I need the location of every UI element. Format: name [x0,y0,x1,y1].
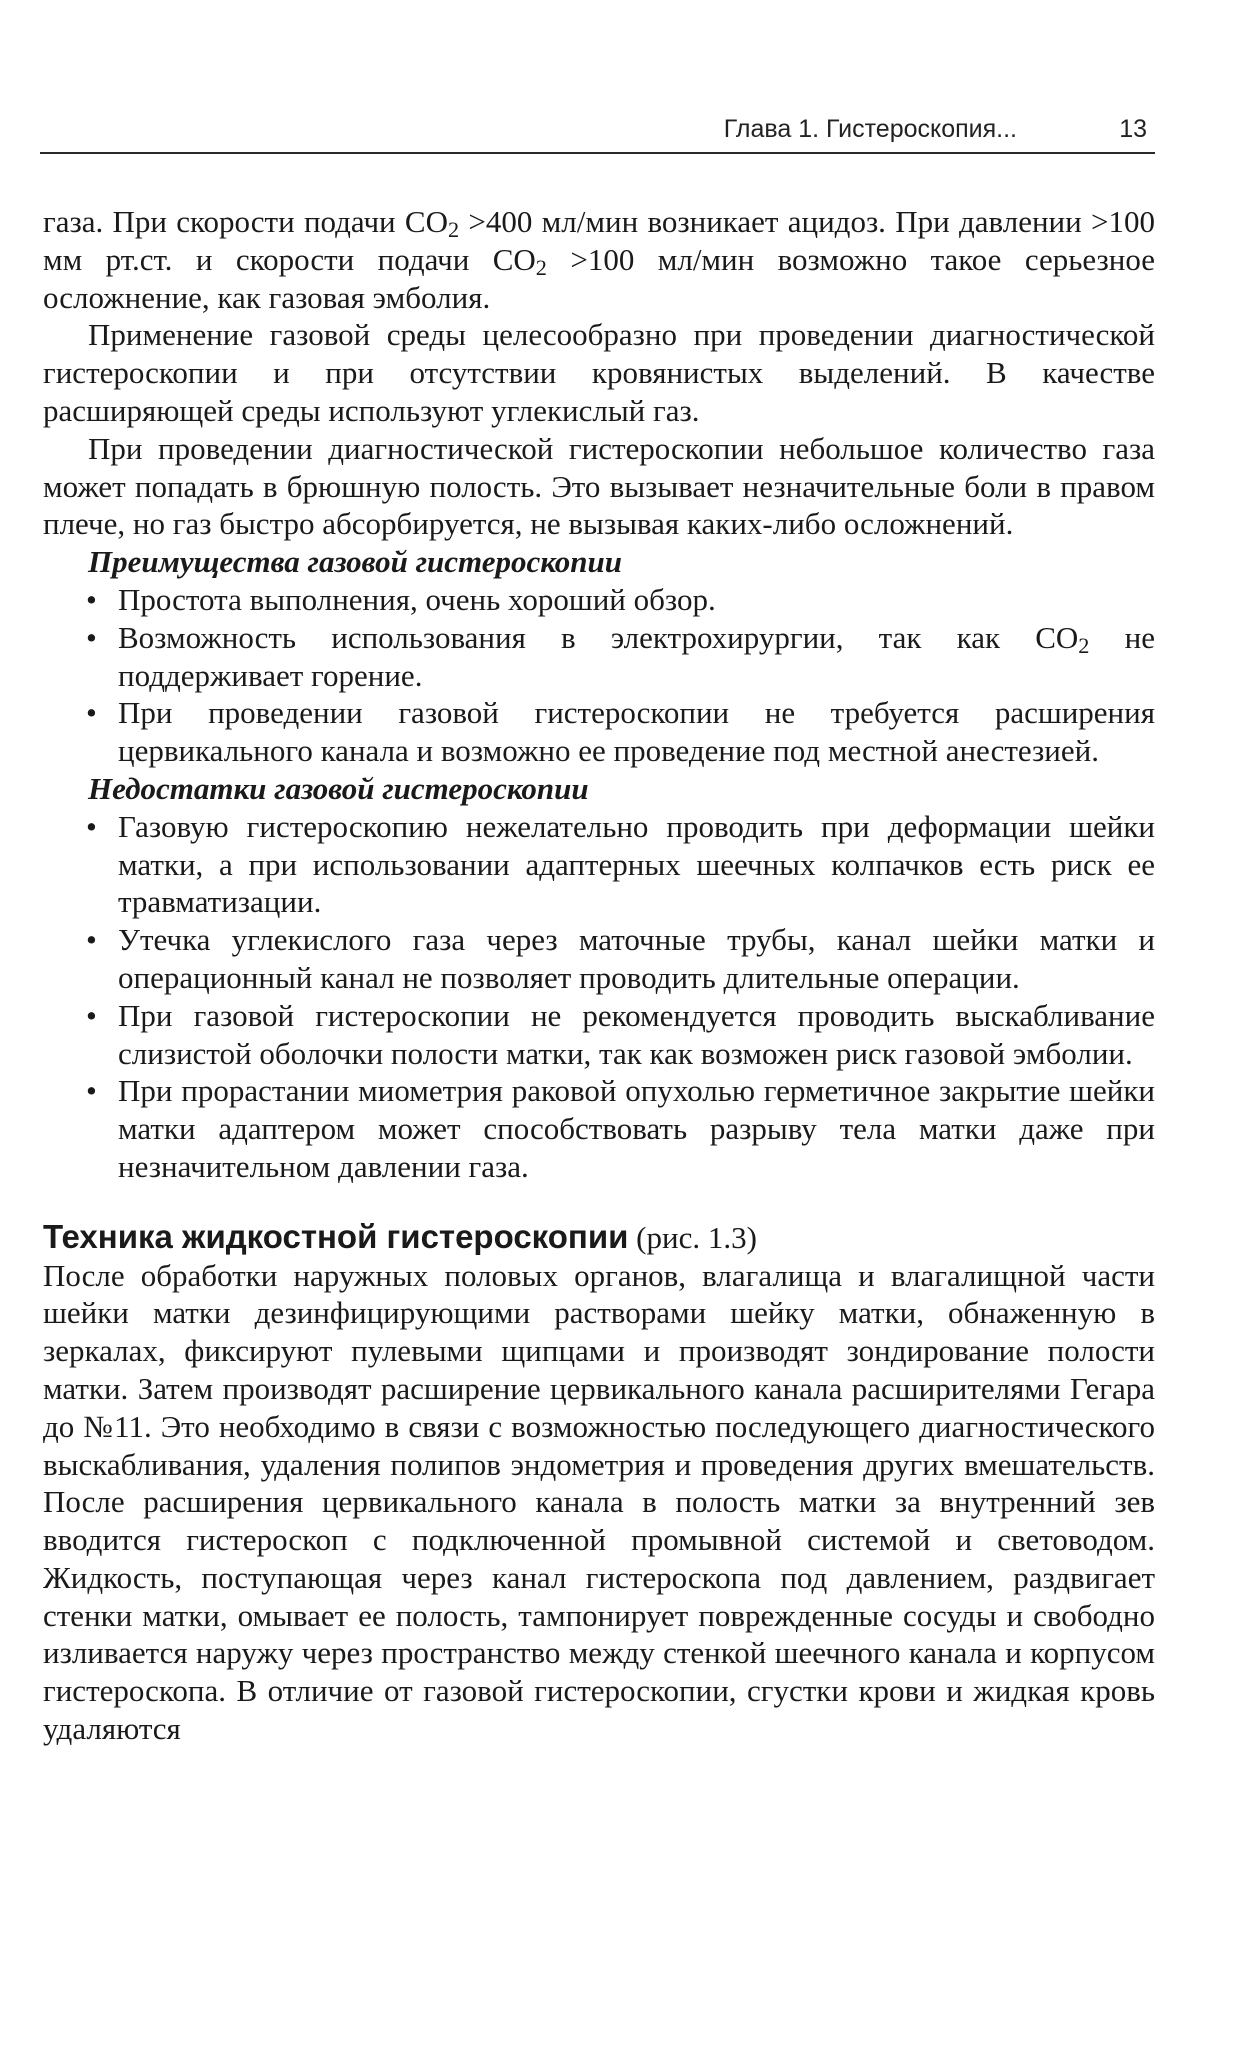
advantages-list [43,581,1155,770]
list-item: • При проведении газовой гистероскопии не требуется расширения цервикального канала и возможно ее проведение под местной анестезией. [86,695,1155,769]
list-item: • При газовой гистероскопии не рекомендуется проводить выскабливание слизистой оболочки полости матки, так как возможен риск газовой эмболии. [86,997,1155,1071]
advantages-heading: Преимущества газовой гистероскопии [88,544,623,580]
paragraph-abdominal-gas: При проведении диагностической гистероскопии небольшое количество газа может попадать в брюшную полость. Это вызывает незначительные боли в правом плече, но газ быстро абсорбируется, не вызывая каких-либо осложнений. [43,430,1155,542]
bullet-icon: • [86,1073,97,1109]
page-number: 13 [1119,115,1147,143]
list-item: • Возможность использования в электрохирургии, так как $CO_2$ не поддерживает горение. [86,619,1155,693]
running-header [40,108,1155,154]
disadvantages-list [43,808,1155,1186]
bullet-icon: • [86,808,97,844]
page-body [43,203,1155,1748]
bullet-icon: • [86,619,97,655]
paragraph-fluid-technique: После обработки наружных половых органов, влагалища и влагалищной части шейки матки дезинфицирующими растворами шейку матки, обнаженную в зеркалах, фиксируют пулевыми щипцами и производят зондирование полости матки. Затем производят расширение цервикального канала расширителями Гегара до №11. Это необходимо в связи с возможностью последующего диагностического выскабливания, удаления полипов эндометрия и проведения других вмешательств. После расширения цервикального канала в полость матки за внутренний зев вводится гистероскоп с подключенной промывной системой и световодом. Жидкость, поступающая через канал гистероскопа под давлением, раздвигает стенки матки, омывает ее полость, тампонирует поврежденные сосуды и свободно изливается наружу через пространство между стенкой шеечного канала и корпусом гистероскопа. В отличие от газовой гистероскопии, сгустки крови и жидкая кровь удаляются [43,1257,1155,1747]
section-title [43,1218,1155,1257]
bullet-icon: • [86,997,97,1033]
list-item: • Простота выполнения, очень хороший обзор. [86,581,716,617]
list-item: • Утечка углекислого газа через маточные трубы, канал шейки матки и операционный канал не позволяет проводить длительные операции. [86,922,1155,995]
section-heading: Техника жидкостной гистероскопии [43,1217,629,1255]
disadvantages-heading: Недостатки газовой гистероскопии [88,770,589,806]
paragraph-gas-medium: Применение газовой среды целесообразно при проведении диагностической гистероскопии и при отсутствии кровянистых выделений. В качестве расширяющей среды используют углекислый газ. [43,317,1155,428]
bullet-icon: • [86,695,97,731]
list-item: • При прорастании миометрия раковой опухолью герметичное закрытие шейки матки адаптером может способствовать разрыву тела матки даже при незначительном давлении газа. [86,1073,1155,1184]
figure-reference: (рис. 1.3) [628,1219,757,1255]
bullet-icon: • [86,581,97,617]
list-item: • Газовую гистероскопию нежелательно проводить при деформации шейки матки, а при использовании адаптерных шеечных колпачков есть риск ее травматизации. [86,808,1155,920]
chapter-title: Глава 1. Гистероскопия... [723,115,1017,143]
paragraph-gas-acidosis: газа. При скорости подачи $CO_2 >400$ мл/мин возникает ацидоз. При давлении >100 мм рт.ст. и скорости подачи $CO_2 >100$ мл/мин возможно такое серьезное осложнение, как газовая эмболия. [43,204,1155,315]
bullet-icon: • [86,922,97,958]
